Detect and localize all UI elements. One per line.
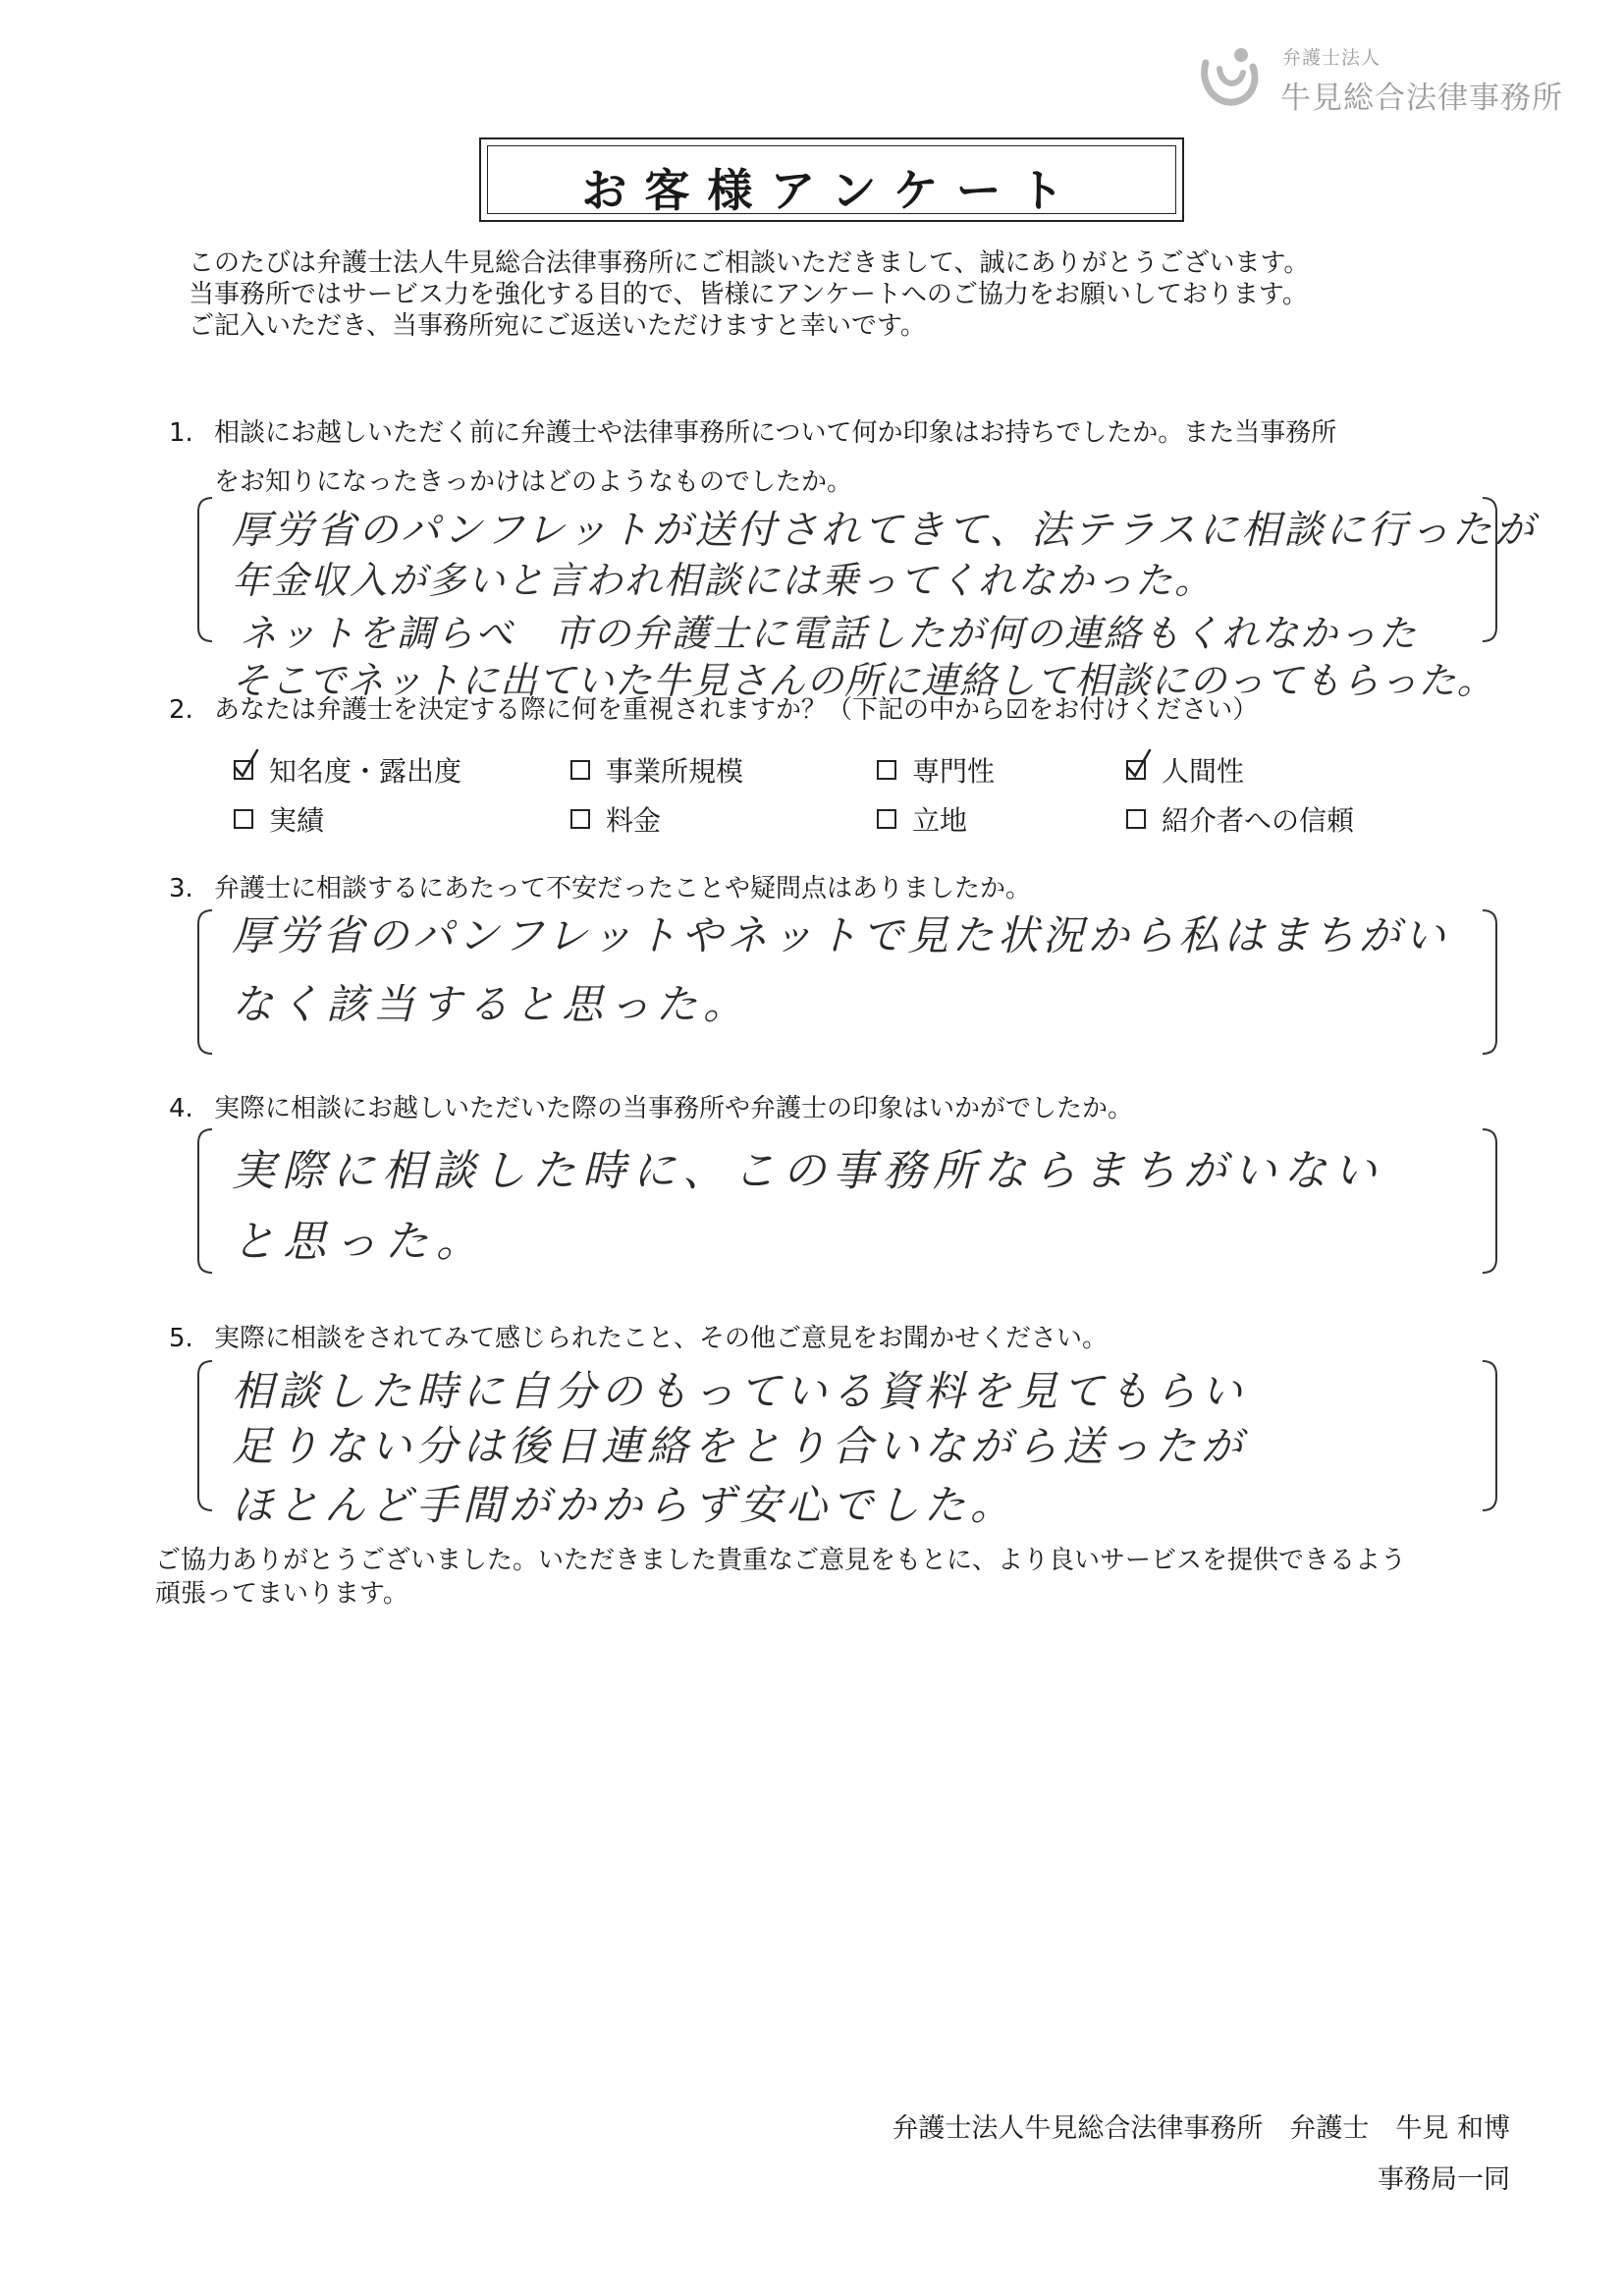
question-1-continued: をお知りになったきっかけはどのようなものでしたか。 [214, 467, 853, 497]
signature [892, 2104, 1510, 2206]
option-personality[interactable] [1126, 750, 1244, 790]
closing-line: 頑張ってまいります。 [155, 1579, 408, 1609]
intro-line: このたびは弁護士法人牛見総合法律事務所にご相談いただきまして、誠にありがとうございます。 [189, 248, 1310, 278]
checkbox-empty[interactable] [1126, 809, 1146, 829]
option-track-record[interactable] [234, 799, 324, 839]
answer-bracket-left [196, 908, 214, 1056]
closing-text [155, 1544, 1530, 1611]
answer-bracket-right [1481, 908, 1498, 1056]
answer-5-line: ほとんど手間がかからず安心でした。 [232, 1481, 1017, 1529]
option-awareness[interactable] [234, 750, 461, 790]
option-referrer-trust[interactable] [1126, 799, 1354, 839]
question-number: 5. [169, 1324, 193, 1353]
option-label: 知名度・露出度 [269, 755, 462, 788]
question-text: 実際に相談をされてみて感じられたこと、その他ご意見をお聞かせください。 [214, 1324, 1109, 1353]
checkbox-empty[interactable] [234, 809, 253, 829]
option-label: 実績 [269, 804, 325, 837]
answer-1-line: 年金収入が多いと言われ相談には乗ってくれなかった。 [232, 559, 1215, 602]
answer-5-line: 相談した時に自分のもっている資料を見てもらい [232, 1367, 1248, 1415]
logo-small-label: 弁護士法人 [1282, 47, 1381, 69]
answer-bracket-right [1481, 1359, 1498, 1512]
firm-logo [1196, 39, 1589, 118]
question-number: 3. [169, 874, 193, 903]
checkbox-empty[interactable] [570, 809, 590, 829]
option-office-size[interactable] [570, 750, 743, 790]
question-5 [169, 1318, 1108, 1354]
option-fee[interactable] [570, 799, 661, 839]
question-text: 実際に相談にお越しいただいた際の当事務所や弁護士の印象はいかがでしたか。 [214, 1094, 1134, 1123]
option-expertise[interactable] [877, 750, 995, 790]
answer-1-line: ネットを調らべ 市の弁護士に電話したが何の連絡もくれなかった [240, 612, 1419, 655]
question-text: あなたは弁護士を決定する際に何を重視されますか？（下記の中から☑をお付けください） [214, 695, 1259, 725]
page-title: お客様アンケート [581, 164, 1082, 217]
question-4 [169, 1088, 1133, 1124]
answer-3-line: なく該当すると思った。 [232, 980, 751, 1028]
question-number: 1. [169, 418, 193, 448]
checkbox-checked[interactable] [1126, 760, 1146, 780]
answer-bracket-left [196, 1127, 214, 1275]
option-label: 専門性 [912, 755, 996, 788]
answer-4-line: と思った。 [232, 1217, 487, 1267]
firm-logo-icon [1196, 43, 1263, 110]
question-2 [169, 689, 1258, 726]
option-label: 料金 [606, 804, 662, 837]
check-mark-icon [1124, 748, 1154, 780]
intro-line: ご記入いただき、当事務所宛にご返送いただけますと幸いです。 [189, 311, 926, 341]
question-3 [169, 868, 1031, 904]
signature-line: 事務局一同 [1378, 2164, 1510, 2195]
answer-1-line: そこでネットに出ていた牛見さんの所に連絡して相談にのってもらった。 [232, 659, 1495, 702]
answer-bracket-right [1481, 1127, 1498, 1275]
question-1 [169, 412, 1336, 449]
question-number: 4. [169, 1094, 193, 1123]
checkbox-empty[interactable] [877, 760, 896, 780]
question-text: 相談にお越しいただく前に弁護士や法律事務所について何か印象はお持ちでしたか。また当事務所 [214, 418, 1337, 448]
title-box [479, 137, 1184, 222]
closing-line: ご協力ありがとうございました。いただきました貴重なご意見をもとに、より良いサービスを提供できるよう [155, 1546, 1407, 1575]
check-mark-icon [232, 748, 261, 780]
answer-3-line: 厚労省のパンフレットやネットで見た状況から私はまちがい [232, 911, 1449, 959]
checkbox-empty[interactable] [570, 760, 590, 780]
checkbox-empty[interactable] [877, 809, 896, 829]
answer-1-line: 厚労省のパンフレットが送付されてきて、法テラスに相談に行ったが [232, 508, 1537, 553]
option-location[interactable] [877, 799, 967, 839]
question-text: 弁護士に相談するにあたって不安だったことや疑問点はありましたか。 [214, 874, 1032, 903]
signature-line: 弁護士法人牛見総合法律事務所 弁護士 牛見 和博 [892, 2113, 1510, 2144]
logo-main-label: 牛見総合法律事務所 [1280, 81, 1563, 116]
question-number: 2. [169, 695, 193, 725]
answer-bracket-left [196, 496, 214, 643]
answer-4-line: 実際に相談した時に、この事務所ならまちがいない [232, 1146, 1383, 1196]
option-label: 事業所規模 [606, 755, 744, 788]
checkbox-checked[interactable] [234, 760, 253, 780]
answer-5-line: 足りない分は後日連絡をとり合いながら送ったが [232, 1422, 1248, 1470]
intro-line: 当事務所ではサービス力を強化する目的で、皆様にアンケートへのご協力をお願いしております。 [189, 280, 1308, 309]
intro-text [189, 247, 1465, 342]
option-label: 人間性 [1162, 755, 1245, 788]
option-label: 紹介者への信頼 [1162, 804, 1355, 837]
answer-bracket-left [196, 1359, 214, 1512]
option-label: 立地 [912, 804, 968, 837]
